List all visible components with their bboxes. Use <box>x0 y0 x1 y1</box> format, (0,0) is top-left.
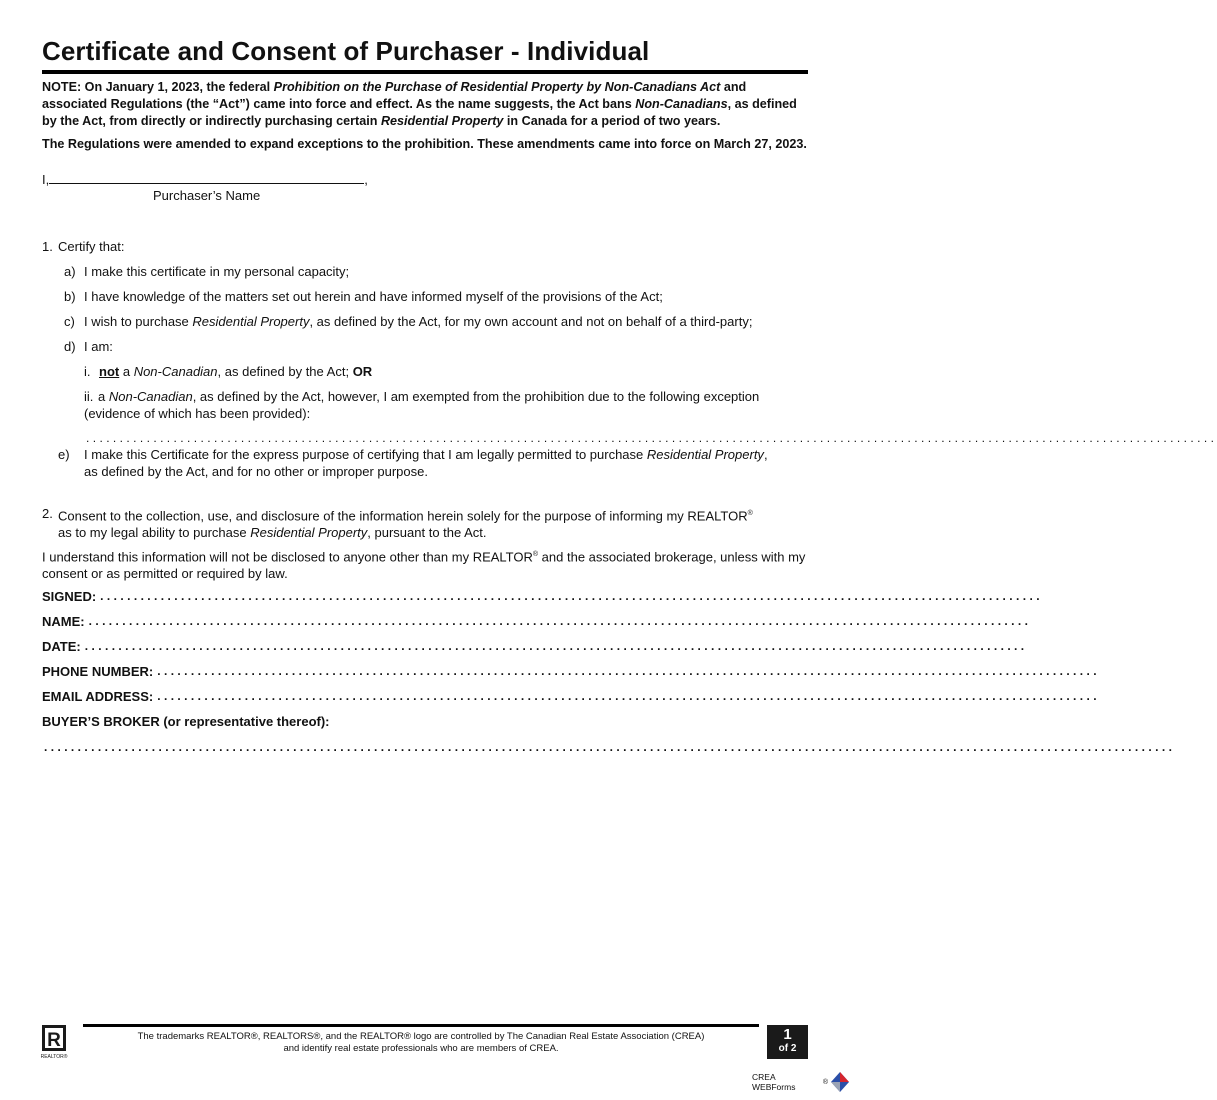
non-canadian-term: Non-Canadian <box>133 364 218 379</box>
crea-webforms-brand <box>752 1071 850 1093</box>
item-e-text <box>84 446 784 480</box>
phone-field[interactable]: ............................................................................................................................................ <box>157 664 1100 678</box>
note-text: NOTE: On January 1, 2023, the federal <box>42 80 274 94</box>
not-emphasis: not <box>99 364 120 379</box>
understand-paragraph <box>42 546 808 582</box>
residential-property-term: Residential Property <box>646 447 764 462</box>
act-name: Prohibition on the Purchase of Residential Property by Non-Canadians Act <box>273 80 721 94</box>
name-field[interactable]: ............................................................................................................................................ <box>88 614 1032 628</box>
page-total: of 2 <box>778 1043 797 1054</box>
email-label: EMAIL ADDRESS: <box>42 689 154 704</box>
title-divider <box>42 70 808 74</box>
item-e-part: , as defined by the Act, and for no other or improper purpose. <box>84 447 768 479</box>
item-ii-part: , as defined by the Act, however, I am exempted from the prohibition due to the following exception (evidence of which has been provided): <box>84 389 760 421</box>
amendment-note: The Regulations were amended to expand exceptions to the prohibition. These amendments came into force on March 27, 2023. <box>42 137 807 151</box>
phone-row <box>42 664 1100 679</box>
page-title: Certificate and Consent of Purchaser - Individual <box>42 36 650 66</box>
name-row <box>42 614 1032 629</box>
note-text: in Canada for a period of two years. <box>503 114 721 128</box>
registered-mark: ® <box>822 1078 828 1086</box>
footer-line: The trademarks REALTOR®, REALTORS®, and the REALTOR® logo are controlled by The Canadian Real Estate Association (CREA) <box>137 1031 705 1042</box>
name-prefix: I, <box>42 172 50 187</box>
note-paragraph <box>42 79 812 130</box>
footer-divider <box>83 1024 759 1027</box>
section2-part: , pursuant to the Act. <box>367 525 487 541</box>
item-ii-part: a <box>98 389 109 404</box>
date-label: DATE: <box>42 639 81 654</box>
or-emphasis: OR <box>352 364 373 379</box>
phone-label: PHONE NUMBER: <box>42 664 154 679</box>
section2-num: 2. <box>42 506 53 521</box>
purchaser-name-line <box>42 171 368 187</box>
item-c-text <box>84 313 752 330</box>
name-suffix: , <box>364 172 368 187</box>
item-i-text <box>99 363 372 380</box>
svg-text:R: R <box>47 1030 61 1051</box>
purchaser-name-field[interactable] <box>49 171 364 184</box>
signed-field[interactable]: ............................................................................................................................................ <box>100 589 1043 603</box>
broker-label: BUYER’S BROKER (or representative thereof): <box>42 714 330 729</box>
broker-row <box>42 714 808 729</box>
item-i-part: a <box>119 364 134 379</box>
item-a-label: a) <box>64 264 76 279</box>
crea-label: CREA WEBForms <box>752 1072 796 1092</box>
non-canadians-term: Non-Canadians <box>635 97 728 111</box>
signed-label: SIGNED: <box>42 589 97 604</box>
svg-text:REALTOR®: REALTOR® <box>40 1054 68 1060</box>
section2-part: as to my legal ability to purchase <box>58 525 251 541</box>
section2-part: Consent to the collection, use, and disclosure of the information herein solely for the purpose of informing my REALTOR <box>58 508 748 524</box>
note-text: , as defined by the Act, from directly or indirectly purchasing certain <box>42 97 797 128</box>
date-row <box>42 639 1028 654</box>
item-e-label: e) <box>58 447 70 462</box>
understand-part: I understand this information will not be disclosed to anyone other than my REALTOR <box>42 549 533 565</box>
footer-trademark-note <box>83 1031 759 1055</box>
purchaser-name-caption: Purchaser’s Name <box>153 188 261 203</box>
item-b-label: b) <box>64 289 76 304</box>
note-text: and associated Regulations (the “Act”) came into force and effect. As the name suggests, the Act bans <box>42 80 747 111</box>
broker-field[interactable]: ........................................................................................................................................................................ <box>44 740 1176 754</box>
email-field[interactable]: ............................................................................................................................................ <box>157 689 1100 703</box>
page-number: 1 <box>783 1026 792 1043</box>
item-i-label: i. <box>84 364 91 379</box>
crea-diamond-icon <box>830 1071 850 1093</box>
email-row <box>42 689 1100 704</box>
item-c-part: , as defined by the Act, for my own account and not on behalf of a third-party; <box>309 314 753 329</box>
footer-line: and identify real estate professionals who are members of CREA. <box>283 1043 559 1054</box>
signed-row <box>42 589 1043 604</box>
page-indicator <box>767 1025 808 1059</box>
item-a-text: I make this certificate in my personal capacity; <box>84 264 350 279</box>
item-d-text: I am: <box>84 339 113 354</box>
item-c-label: c) <box>64 314 75 329</box>
section2-text <box>58 505 758 541</box>
item-b-text: I have knowledge of the matters set out herein and have informed myself of the provisions of the Act; <box>84 289 663 304</box>
realtor-logo-graphic <box>40 1024 70 1060</box>
item-i-part: , as defined by the Act; <box>217 364 353 379</box>
non-canadian-term: Non-Canadian <box>108 389 193 404</box>
item-ii-text <box>84 388 774 422</box>
registered-mark: ® <box>532 551 539 558</box>
item-ii-label: ii. <box>84 389 94 404</box>
name-label: NAME: <box>42 614 85 629</box>
date-field[interactable]: ............................................................................................................................................ <box>84 639 1028 653</box>
section1-num: 1. <box>42 239 53 254</box>
realtor-r-logo-icon <box>40 1024 70 1060</box>
residential-property-term: Residential Property <box>192 314 310 329</box>
exception-field[interactable]: ........................................................................................................................................................................ <box>86 431 1217 445</box>
residential-property-term: Residential Property <box>250 525 368 541</box>
section1-heading: Certify that: <box>58 239 125 254</box>
registered-mark: ® <box>747 510 753 517</box>
item-d-label: d) <box>64 339 76 354</box>
residential-property-term: Residential Property <box>380 114 504 128</box>
understand-part: and the associated brokerage, unless with my consent or as permitted or required by law. <box>42 549 806 582</box>
item-e-part: I make this Certificate for the express purpose of certifying that I am legally permitted to purchase <box>84 447 647 462</box>
item-c-part: I wish to purchase <box>84 314 193 329</box>
